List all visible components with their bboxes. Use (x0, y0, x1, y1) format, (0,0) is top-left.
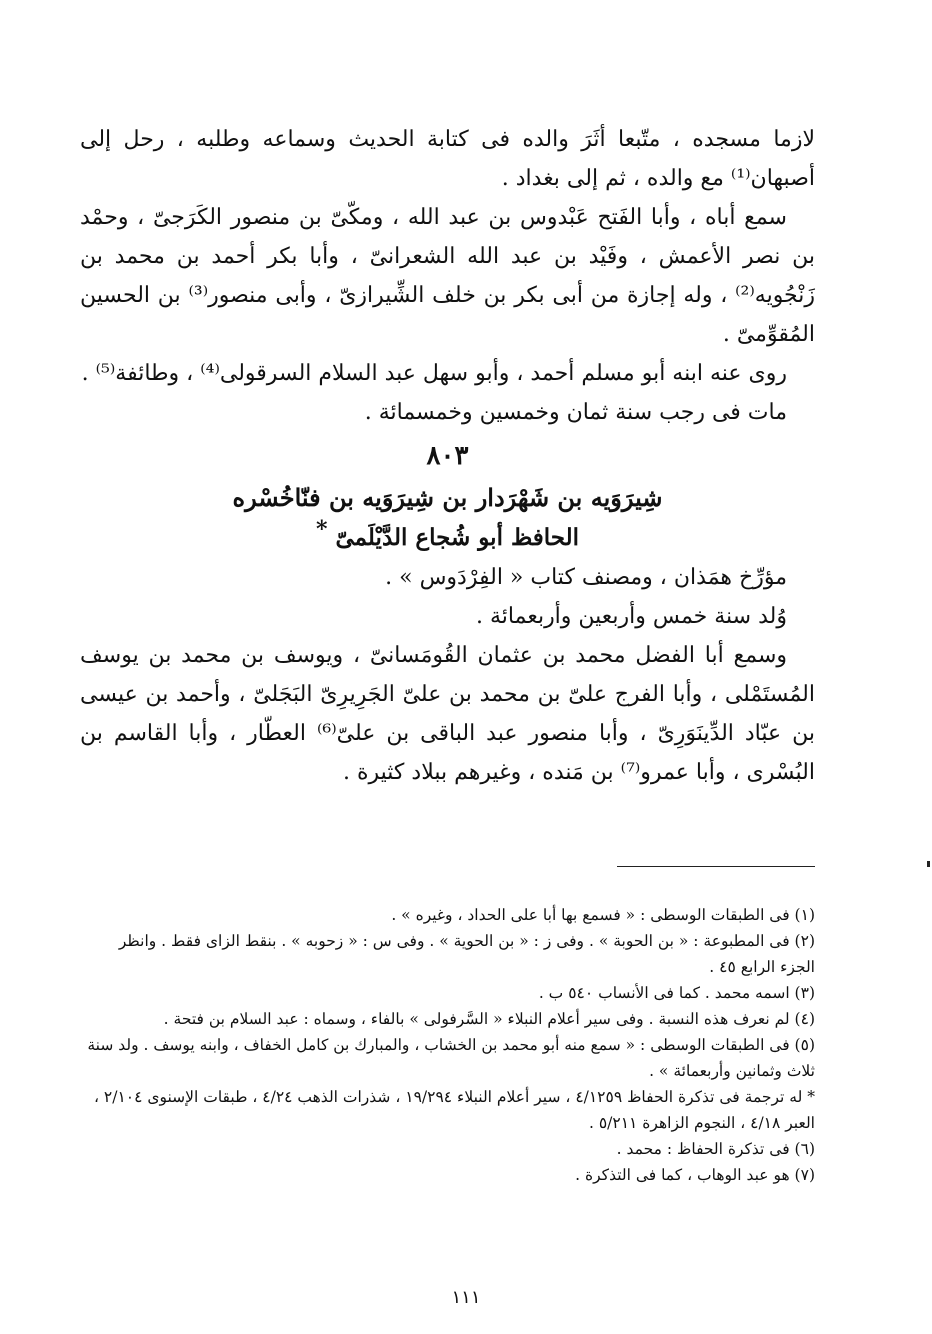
footnote-marker-star: * (315, 516, 328, 543)
footnote-6: (٦) فى تذكرة الحفاظ : محمد . (616, 1140, 815, 1158)
footnote-1: (١) فى الطبقات الوسطى : « فسمع بها أبا على الحداد ، وغيره » . (391, 906, 815, 924)
paragraph-teachers: سمع أباه ، وأبا الفَتح عَبْدوس بن عبد الله ، ومكّىّ بن منصور الكَرَجىّ ، وحمْد بن نصر الأعمش ، وفَيْد بن عبد الله الشعرانىّ ، وأبا بكر أحمد بن محمد بن زَنْجُويه⁽²⁾ ، وله إجازة من أبى بكر بن خلف الشِّيرازىّ ، وأبى منصور⁽³⁾ بن الحسين المُقوِّمىّ . (80, 205, 816, 347)
paragraph-death: مات فى رجب سنة ثمان وخمسين وخمسمائة . (364, 400, 787, 425)
entry-paragraph-teachers: وسمع أبا الفضل محمد بن عثمان القُومَسانىّ ، ويوسف بن محمد بن يوسف المُستَمْلى ، وأبا الفرج علىّ بن محمد بن علىّ الجَرِيرِىّ البَجَلىّ ، وأحمد بن عيسى بن عبّاد الدِّينَوَرِىّ ، وأبا منصور عبد الباقى بن علىّ⁽⁶⁾ العطّار ، وأبا القاسم بن البُسْرى ، وأبا عمرو⁽⁷⁾ بن مَنده ، وغيرهم ببلاد كثيرة . (80, 643, 815, 785)
entry-subtitle-text: الحافظ أبو شُجاع الدَّيْلَمىّ (335, 524, 580, 551)
paragraph-students: روى عنه ابنه أبو مسلم أحمد ، وأبو سهل عبد السلام السرقولى⁽⁴⁾ ، وطائفة⁽⁵⁾ . (81, 361, 787, 386)
margin-mark (927, 861, 930, 867)
paragraph-continuation: لازما مسجده ، متّبعا أثَرَ والده فى كتابة الحديث وسماعه وطلبه ، رحل إلى أصبهان⁽¹⁾ مع والده ، ثم إلى بغداد . (80, 127, 815, 191)
entry-paragraph-description: مؤرِّخ همَذان ، ومصنف كتاب « الفِرْدَوس » . (385, 565, 787, 590)
footnote-2: (٢) فى المطبوعة : « بن الحوبة » . وفى ز : « بن الحوية » . وفى س : « زحوبه » . بنقط الزاى فقط . وانظر الجزء الرابع ٤٥ . (118, 932, 815, 976)
footnote-star: * له ترجمة فى تذكرة الحفاظ ٤/١٢٥٩ ، سير أعلام النبلاء ١٩/٢٩٤ ، شذرات الذهب ٤/٢٤ ، طبقات الإسنوى ٢/١٠٤ ، العبر ٤/١٨ ، النجوم الزاهرة ٥/٢١١ . (93, 1088, 815, 1132)
entry-subtitle (80, 518, 815, 558)
entry-number: ٨٠٣ (426, 441, 469, 471)
page-number: ١١١ (451, 1287, 481, 1308)
entry-paragraph-birth: وُلد سنة خمس وأربعين وأربعمائة . (476, 604, 787, 629)
footnote-3: (٣) اسمه محمد . كما فى الأنساب ٥٤٠ ب . (538, 984, 815, 1002)
footnote-5: (٥) فى الطبقات الوسطى : « سمع منه أبو محمد بن الخشاب ، والمبارك بن كامل الخفاف ، وابنه يوسف . ولد سنة ثلاث وثمانين وأربعمائة » . (87, 1036, 815, 1080)
main-text (80, 120, 815, 792)
footnotes (80, 902, 815, 1188)
entry-title: شِيرَوَيه بن شَهْرَدار بن شِيرَوَيه بن فنّاخُسْره (232, 483, 663, 512)
footnote-separator (617, 866, 815, 867)
footnote-7: (٧) هو عبد الوهاب ، كما فى التذكرة . (575, 1166, 815, 1184)
footnote-4: (٤) لم نعرف هذه النسبة . وفى سير أعلام النبلاء « السَّرفولى » بالفاء ، وسماه : عبد السلام بن فتحة . (163, 1010, 815, 1028)
